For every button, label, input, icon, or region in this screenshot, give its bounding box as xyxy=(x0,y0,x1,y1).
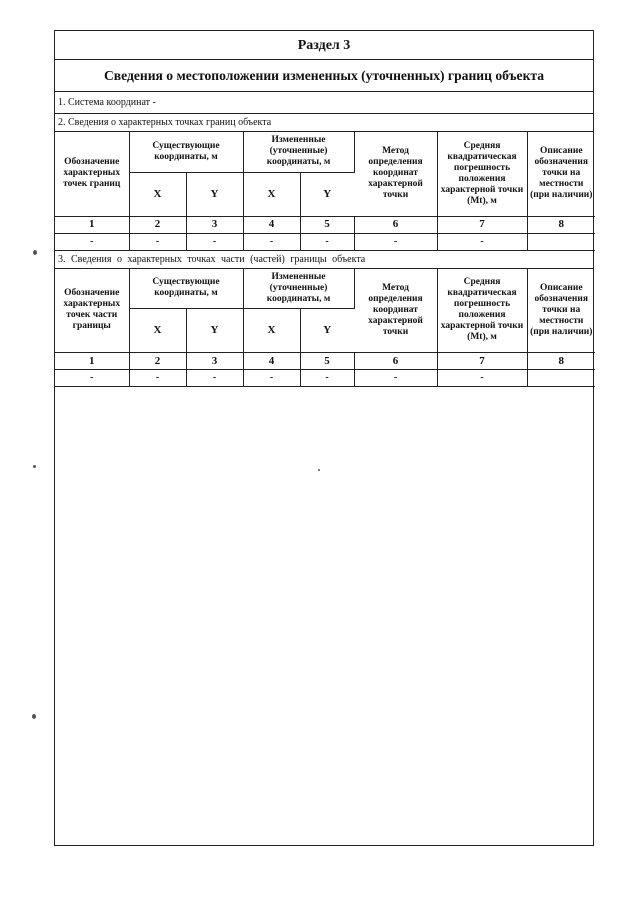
col-existing-coords: Существующие координаты, м xyxy=(129,132,243,172)
col-existing-y: Y xyxy=(186,172,243,216)
col-existing-x: X xyxy=(129,172,186,216)
col-changed-x: X xyxy=(243,309,300,353)
column-number: 8 xyxy=(527,216,595,233)
col-changed-y: Y xyxy=(300,172,354,216)
col-changed-y: Y xyxy=(300,309,354,353)
column-number: 8 xyxy=(527,353,595,370)
table-cell: - xyxy=(354,370,437,387)
col-designation: Обозначение характерных точек части границы xyxy=(55,269,129,353)
table-cell: - xyxy=(354,233,437,250)
table-cell: - xyxy=(300,233,354,250)
table2-heading: 3. Сведения о характерных точках части (частей) границы объекта xyxy=(55,251,593,269)
table-row xyxy=(55,233,595,250)
column-number: 3 xyxy=(186,216,243,233)
column-numbers-row xyxy=(55,216,595,233)
table-row xyxy=(55,370,595,387)
col-method: Метод определения координат характерной точки xyxy=(354,132,437,216)
col-method: Метод определения координат характерной точки xyxy=(354,269,437,353)
table-cell: - xyxy=(437,370,527,387)
scan-speck xyxy=(318,469,320,471)
column-number: 5 xyxy=(300,353,354,370)
table-cell: - xyxy=(437,233,527,250)
boundary-points-table xyxy=(55,132,595,251)
scan-speck xyxy=(32,714,36,719)
table-cell: - xyxy=(129,370,186,387)
section-subtitle: Сведения о местоположении измененных (уточненных) границ объекта xyxy=(55,60,593,92)
col-changed-x: X xyxy=(243,172,300,216)
column-number: 2 xyxy=(129,216,186,233)
column-number: 7 xyxy=(437,353,527,370)
col-description: Описание обозначения точки на местности (при наличии) xyxy=(527,132,595,216)
col-designation: Обозначение характерных точек границ xyxy=(55,132,129,216)
table-cell xyxy=(527,233,595,250)
column-number: 7 xyxy=(437,216,527,233)
coord-system-line: 1. Система координат - xyxy=(55,92,593,114)
table-cell: - xyxy=(243,370,300,387)
table-cell: - xyxy=(300,370,354,387)
col-mean-error: Средняя квадратическая погрешность положения характерной точки (Mt), м xyxy=(437,269,527,353)
col-existing-coords: Существующие координаты, м xyxy=(129,269,243,309)
col-existing-x: X xyxy=(129,309,186,353)
scan-speck xyxy=(33,250,37,255)
table1-heading: 2. Сведения о характерных точках границ объекта xyxy=(55,114,593,132)
column-number: 6 xyxy=(354,216,437,233)
column-number: 6 xyxy=(354,353,437,370)
column-number: 5 xyxy=(300,216,354,233)
column-number: 3 xyxy=(186,353,243,370)
table-cell: - xyxy=(186,233,243,250)
part-boundary-points-table xyxy=(55,269,595,388)
col-changed-coords: Измененные (уточненные) координаты, м xyxy=(243,132,354,172)
table-cell xyxy=(527,370,595,387)
column-number: 1 xyxy=(55,216,129,233)
section-title: Раздел 3 xyxy=(55,31,593,60)
column-number: 4 xyxy=(243,216,300,233)
column-number: 1 xyxy=(55,353,129,370)
col-changed-coords: Измененные (уточненные) координаты, м xyxy=(243,269,354,309)
scan-speck xyxy=(33,465,36,468)
table-cell: - xyxy=(129,233,186,250)
column-number: 4 xyxy=(243,353,300,370)
col-description: Описание обозначения точки на местности (при наличии) xyxy=(527,269,595,353)
table-cell: - xyxy=(186,370,243,387)
column-number: 2 xyxy=(129,353,186,370)
table-cell: - xyxy=(55,370,129,387)
document-frame xyxy=(54,30,594,846)
col-existing-y: Y xyxy=(186,309,243,353)
col-mean-error: Средняя квадратическая погрешность положения характерной точки (Mt), м xyxy=(437,132,527,216)
column-numbers-row xyxy=(55,353,595,370)
table-cell: - xyxy=(55,233,129,250)
table-cell: - xyxy=(243,233,300,250)
